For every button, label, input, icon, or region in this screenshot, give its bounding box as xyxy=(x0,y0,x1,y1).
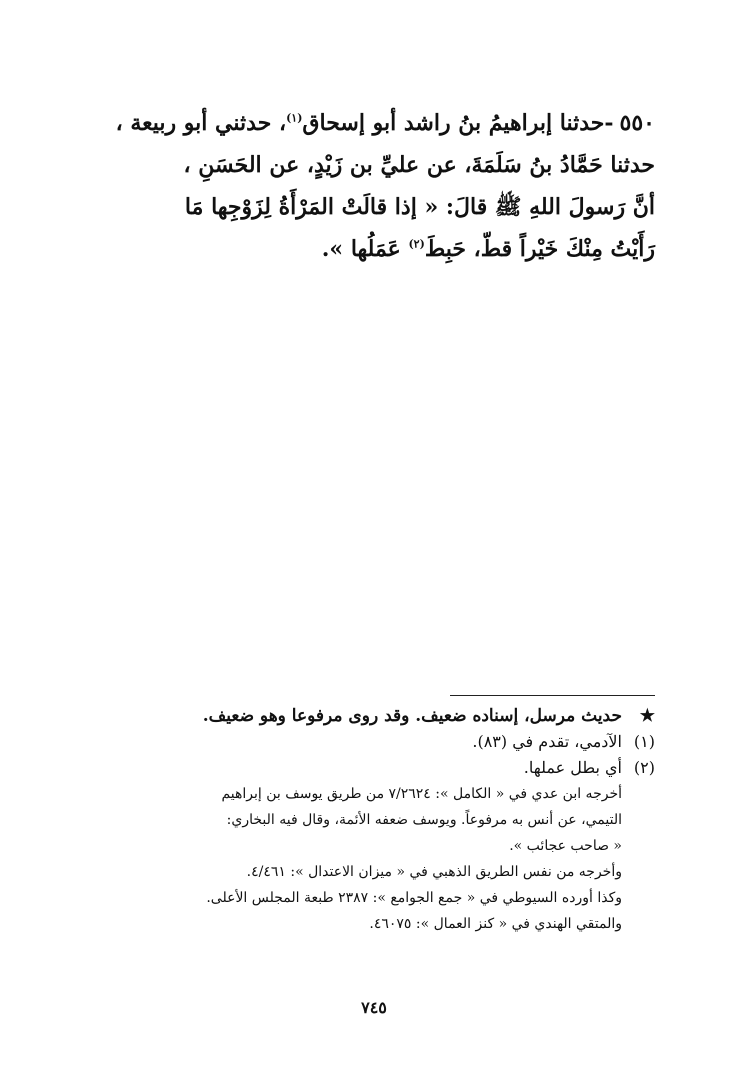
star-mark: ★ xyxy=(639,706,655,726)
footnote-divider xyxy=(450,695,655,696)
takhrij-line-5: وكذا أورده السيوطي في « جمع الجوامع »: ٢٣٨٧ طبعة المجلس الأعلى. xyxy=(206,890,622,906)
takhrij-line-1: أخرجه ابن عدي في « الكامل »: ٧/٢٦٢٤ من طريق يوسف بن إبراهيم xyxy=(221,786,622,802)
takhrij-line-4: وأخرجه من نفس الطريق الذهبي في « ميزان الاعتدال »: ٤/٤٦١. xyxy=(246,864,622,880)
hadith-line-1 xyxy=(110,102,655,144)
page-number: ٧٤٥ xyxy=(361,998,387,1017)
takhrij-line-3: « صاحب عجائب ». xyxy=(509,838,622,854)
footnote-ref-2: (٢) xyxy=(408,237,425,251)
footnotes xyxy=(110,703,655,937)
footnote-2-mark: (٢) xyxy=(633,758,655,777)
takhrij-line-6: والمتقي الهندي في « كنز العمال »: ٤٦٠٧٥. xyxy=(369,916,622,932)
grade-note xyxy=(110,703,655,729)
hadith-line-2: حدثنا حَمَّادُ بنُ سَلَمَةَ، عن عليِّ بن زَيْدٍ، عن الحَسَنِ ، xyxy=(183,152,655,178)
hadith-line-4b: عَمَلُها ». xyxy=(321,236,409,262)
hadith-number: ٥٥٠ xyxy=(619,110,655,136)
hadith-line-4a: رَأَيْتُ مِنْكَ خَيْراً قطّ، حَبِطَ xyxy=(424,236,655,262)
footnote-1-text: الآدمي، تقدم في (٨٣). xyxy=(472,732,622,751)
takhrij-line-2: التيمي، عن أنس به مرفوعاً. ويوسف ضعفه الأئمة، وقال فيه البخاري: xyxy=(226,812,622,828)
footnote-1 xyxy=(110,729,655,755)
hadith-line-1b: ، حدثني أبو ربيعة ، xyxy=(115,110,287,136)
grade-text: حديث مرسل، إسناده ضعيف. وقد روى مرفوعا وهو ضعيف. xyxy=(202,706,622,726)
footnote-2-text: أي بطل عملها. xyxy=(523,758,622,777)
hadith-line-4 xyxy=(110,228,655,270)
footnote-ref-1: (١) xyxy=(286,111,303,125)
footnote-2 xyxy=(110,755,655,781)
hadith-line-3: أنَّ رَسولَ اللهِ ﷺ قالَ: « إذا قالَتْ المَرْأَةُ لِزَوْجِها مَا xyxy=(184,194,655,220)
hadith-line-1a: -حدثنا إبراهيمُ بنُ راشد أبو إسحاق xyxy=(302,110,614,136)
footnote-1-mark: (١) xyxy=(633,732,655,751)
hadith-text xyxy=(110,102,655,270)
